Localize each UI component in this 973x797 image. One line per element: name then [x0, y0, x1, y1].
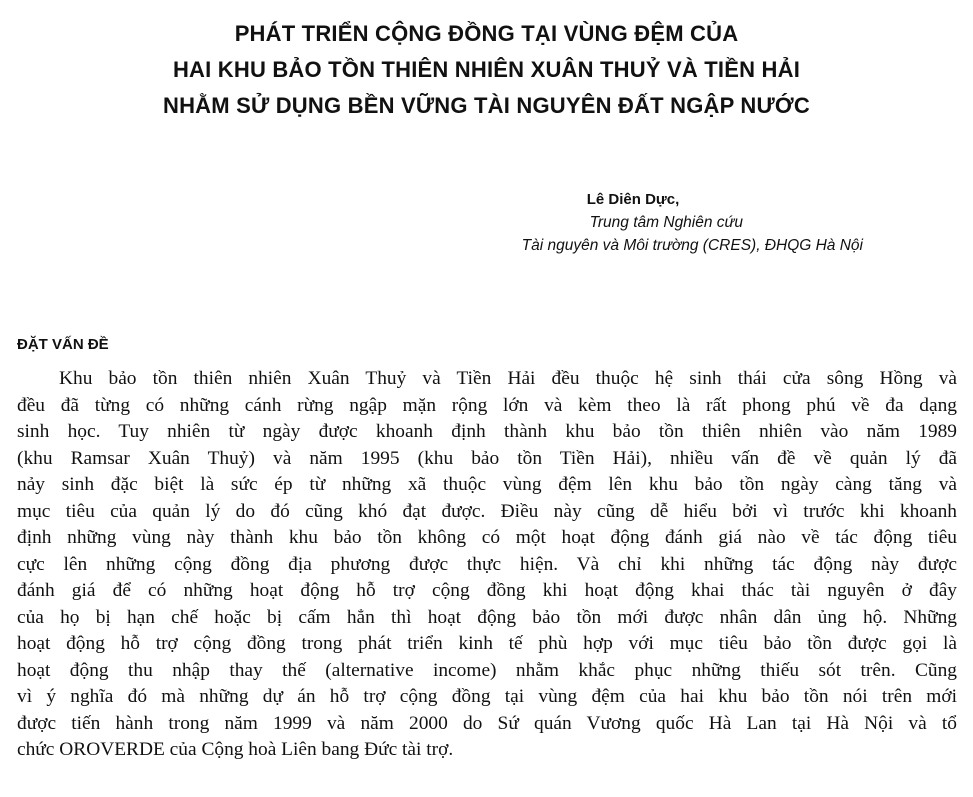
paragraph-line: (khu Ramsar Xuân Thuỷ) và năm 1995 (khu bảo tồn Tiền Hải), nhiều vấn đề về quản lý đã: [17, 447, 957, 469]
affiliation-line-1: Trung tâm Nghiên cứu: [589, 214, 743, 231]
paper-title: [60, 16, 913, 124]
paragraph-line: sinh học. Tuy nhiên từ ngày được khoanh định thành khu bảo tồn thiên nhiên vào năm 1989: [17, 421, 957, 442]
body-paragraph: [17, 366, 957, 764]
section-heading: ĐẶT VẤN ĐỀ: [17, 336, 109, 353]
title-line-2: HAI KHU BẢO TỒN THIÊN NHIÊN XUÂN THUỶ VÀ TIỀN HẢI: [172, 57, 801, 82]
title-line-1: PHÁT TRIỂN CỘNG ĐỒNG TẠI VÙNG ĐỆM CỦA: [234, 21, 739, 46]
paragraph-line: Khu bảo tồn thiên nhiên Xuân Thuỷ và Tiền Hải đều thuộc hệ sinh thái cửa sông Hồng và: [59, 368, 957, 389]
author-block: [343, 188, 863, 257]
affiliation-line-2: Tài nguyên và Môi trường (CRES), ĐHQG Hà Nội: [521, 237, 863, 254]
paragraph-line: cực lên những cộng đồng địa phương được thực hiện. Và chỉ khi những tác động này được: [17, 553, 957, 575]
author-name: Lê Diên Dực,: [586, 191, 680, 208]
paragraph-line: đều đã từng có những cánh rừng ngập mặn rộng lớn và kèm theo là rất phong phú về đa dạng: [17, 394, 957, 416]
paragraph-line: đánh giá để có những hoạt động hỗ trợ cộng đồng khi hoạt động khai thác tài nguyên ở đây: [17, 580, 957, 601]
paragraph-line: định những vùng này thành khu bảo tồn không có một hoạt động đánh giá nào về tác động tiêu: [17, 527, 957, 548]
paragraph-line: hoạt động hỗ trợ cộng đồng trong phát triển kinh tế phù hợp với mục tiêu bảo tồn được gọi là: [17, 633, 957, 654]
paragraph-line: vì ý nghĩa đó mà những dự án hỗ trợ cộng đồng tại vùng đệm của hai khu bảo tồn nói trên mới: [17, 686, 957, 707]
paragraph-line: được tiến hành trong năm 1999 và năm 2000 do Sứ quán Vương quốc Hà Lan tại Hà Nội và tổ: [17, 712, 957, 734]
paragraph-line: nảy sinh đặc biệt là sức ép từ những xã thuộc vùng đệm lên khu bảo tồn ngày càng tăng và: [17, 474, 957, 495]
paragraph-line: của họ bị hạn chế hoặc bị cấm hẳn thì hoạt động bảo tồn mới được nhân dân ủng hộ. Những: [17, 606, 957, 628]
paragraph-line: hoạt động thu nhập thay thế (alternative income) nhằm khắc phục những thiếu sót trên. Cũng: [17, 659, 957, 681]
title-line-3: NHẰM SỬ DỤNG BỀN VỮNG TÀI NGUYÊN ĐẤT NGẬP NƯỚC: [162, 93, 810, 118]
paragraph-line: chức OROVERDE của Cộng hoà Liên bang Đức tài trợ.: [17, 739, 454, 760]
paragraph-line: mục tiêu của quản lý do đó cũng khó đạt được. Điều này cũng dễ hiểu bởi vì trước khi khoanh: [17, 500, 957, 522]
